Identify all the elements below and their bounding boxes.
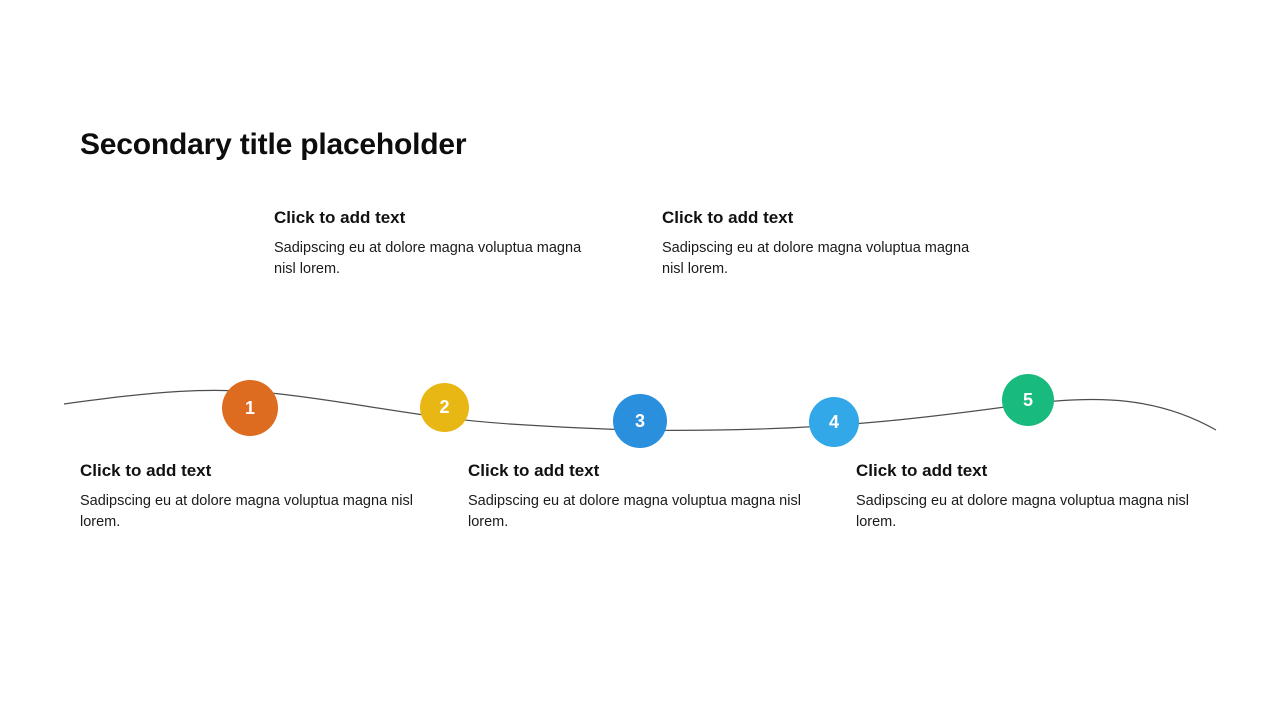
callout-bottom-3[interactable] (856, 461, 1216, 533)
callout-top-2[interactable] (662, 208, 1002, 280)
timeline-node-3[interactable] (613, 394, 667, 448)
callout-heading: Click to add text (274, 208, 406, 227)
timeline-node-4[interactable] (809, 397, 859, 447)
page-title: Secondary title placeholder (80, 128, 467, 161)
callout-heading: Click to add text (856, 461, 988, 480)
timeline-node-1[interactable] (222, 380, 278, 436)
timeline-node-label: 5 (1022, 389, 1033, 410)
callout-body: Sadipscing eu at dolore magna voluptua magna nisl lorem. (80, 493, 413, 531)
callout-top-1[interactable] (274, 208, 614, 280)
callout-heading: Click to add text (662, 208, 794, 227)
callout-body: Sadipscing eu at dolore magna voluptua magna nisl lorem. (662, 240, 970, 278)
callout-bottom-1[interactable] (80, 461, 440, 533)
timeline-node-label: 1 (244, 397, 255, 418)
callout-heading: Click to add text (468, 461, 600, 480)
timeline-node-label: 3 (634, 410, 645, 431)
callout-body: Sadipscing eu at dolore magna voluptua magna nisl lorem. (856, 493, 1189, 531)
timeline-node-5[interactable] (1002, 374, 1054, 426)
callout-body: Sadipscing eu at dolore magna voluptua magna nisl lorem. (274, 240, 582, 278)
callout-heading: Click to add text (80, 461, 212, 480)
timeline-node-label: 2 (439, 397, 450, 417)
callout-body: Sadipscing eu at dolore magna voluptua magna nisl lorem. (468, 493, 801, 531)
callout-bottom-2[interactable] (468, 461, 828, 533)
timeline-node-2[interactable] (420, 383, 469, 432)
timeline-node-label: 4 (828, 411, 839, 432)
